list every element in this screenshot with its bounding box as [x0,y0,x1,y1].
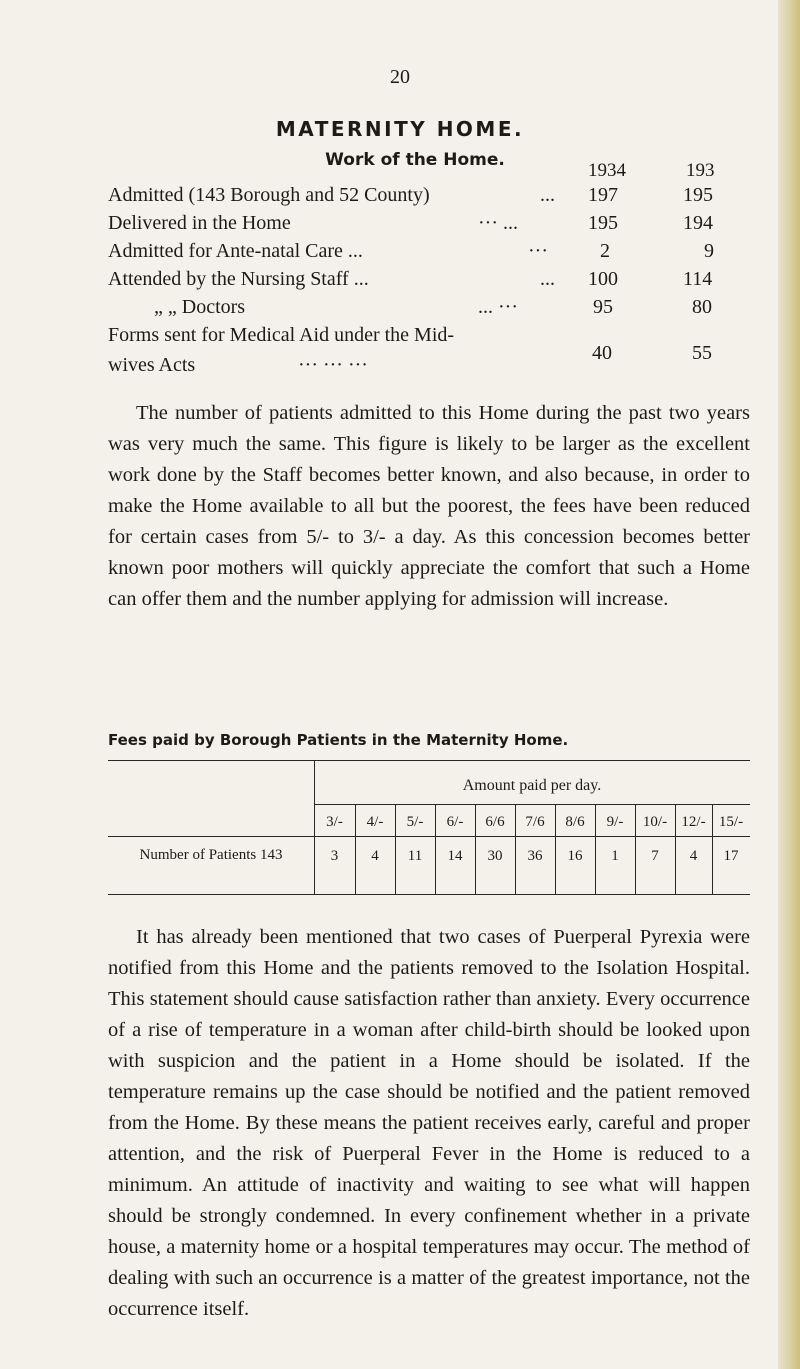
patients-row-label: Number of Patients 143 [139,847,283,863]
table-rule [314,804,750,805]
paragraph-puerperal-pyrexia-text: It has already been mentioned that two cases of Puerperal Pyrexia were notified from this Home and the patients removed to the Isolation Hospital. This statement should cause satisfaction rather than anxiety. Every occurrence of a rise of temperature in a woman after child-birth should be looked upon with suspicion and the patient in a Home should be isolated. If the temperature remains up the case should be notified and the patient removed from the Home. By these means the patient receives early, careful and proper attention, and the risk of Puerperal Fever in the Home is reduced to a minimum. An attitude of inactivity and waiting to see what will happen should be strongly condemned. In every confinement whether in a private house, a maternity home or a hospital temperatures may occur. The method of dealing with such an occurrence is a matter of the greatest importance, not the occurrence itself. [108,926,750,1320]
value-1934: 2 [600,240,610,262]
value-1934: 100 [588,268,618,290]
fee-amount: 6/- [446,814,464,830]
patient-count: 11 [407,848,423,864]
table-rule [108,894,750,895]
amount-header: Amount paid per day. [462,777,602,794]
patient-count: 14 [447,848,463,864]
fee-amount: 3/- [326,814,343,830]
value-193: 80 [692,296,712,318]
work-row [108,212,748,240]
patient-count: 17 [723,848,739,864]
row-dots: ... [540,268,555,290]
fees-table [108,760,750,895]
value-1934: 195 [588,212,618,234]
row-dots: ... ··· [478,296,518,318]
row-label: Admitted (143 Borough and 52 County) [108,184,430,206]
work-row [108,342,748,382]
patient-count: 3 [330,848,339,864]
row-label: Attended by the Nursing Staff ... [108,268,369,290]
row-dots: ... [540,184,555,206]
section-heading-work: Work of the Home. [325,150,505,170]
paragraph-admissions [108,398,750,615]
fee-amount: 7/6 [525,814,545,830]
patient-count: 16 [567,848,583,864]
work-row [108,268,748,296]
fee-amount: 10/- [642,814,668,830]
page-title: MATERNITY HOME. [275,117,525,141]
row-label: Admitted for Ante-natal Care ... [108,240,363,262]
patient-count: 4 [371,848,379,864]
patient-count: 4 [689,848,698,864]
section-heading-fees: Fees paid by Borough Patients in the Maternity Home. [108,731,569,749]
patient-count: 1 [611,848,619,864]
value-193: 194 [683,212,713,234]
fee-amount: 9/- [606,814,624,830]
value-1934: 40 [592,342,612,364]
patient-count: 36 [527,848,543,864]
fee-amount: 8/6 [565,814,585,830]
page-edge [778,0,800,1369]
work-row [108,296,748,324]
paragraph-puerperal-pyrexia [108,922,750,1325]
row-label: wives Acts [108,354,196,376]
value-193: 195 [683,184,713,206]
row-dots: ··· ... [478,212,518,234]
value-193: 9 [704,240,714,262]
fee-amount: 6/6 [485,814,505,830]
row-label: „ „ Doctors [154,296,246,318]
fee-amount: 12/- [681,814,706,830]
table-rule [108,836,750,837]
column-header-193: 193 [686,160,715,181]
value-193: 55 [692,342,712,364]
work-row [108,184,748,212]
work-row [108,240,748,268]
row-label: Delivered in the Home [108,212,291,234]
value-1934: 197 [588,184,618,206]
fee-amount: 5/- [406,814,424,830]
row-label: Forms sent for Medical Aid under the Mid- [108,324,455,346]
row-dots: ··· ··· ··· [298,354,368,376]
value-1934: 95 [593,296,613,318]
patient-count: 7 [651,848,659,864]
column-header-1934: 1934 [588,160,626,181]
fee-amount: 4/- [366,814,384,830]
paragraph-admissions-text: The number of patients admitted to this Home during the past two years was very much the same. This figure is likely to be larger as the excellent work done by the Staff becomes better known, and also because, in order to make the Home available to all but the poorest, the fees have been reduced for certain cases from 5/- to 3/- a day. As this concession becomes better known poor mothers will quickly appreciate the comfort that such a Home can offer them and the number applying for admission will increase. [108,402,750,610]
work-row [108,324,748,352]
fee-amount: 15/- [718,814,744,830]
page-number: 20 [390,66,410,88]
patient-count: 30 [487,848,503,864]
value-193: 114 [683,268,713,290]
row-dots: ··· [528,240,548,262]
